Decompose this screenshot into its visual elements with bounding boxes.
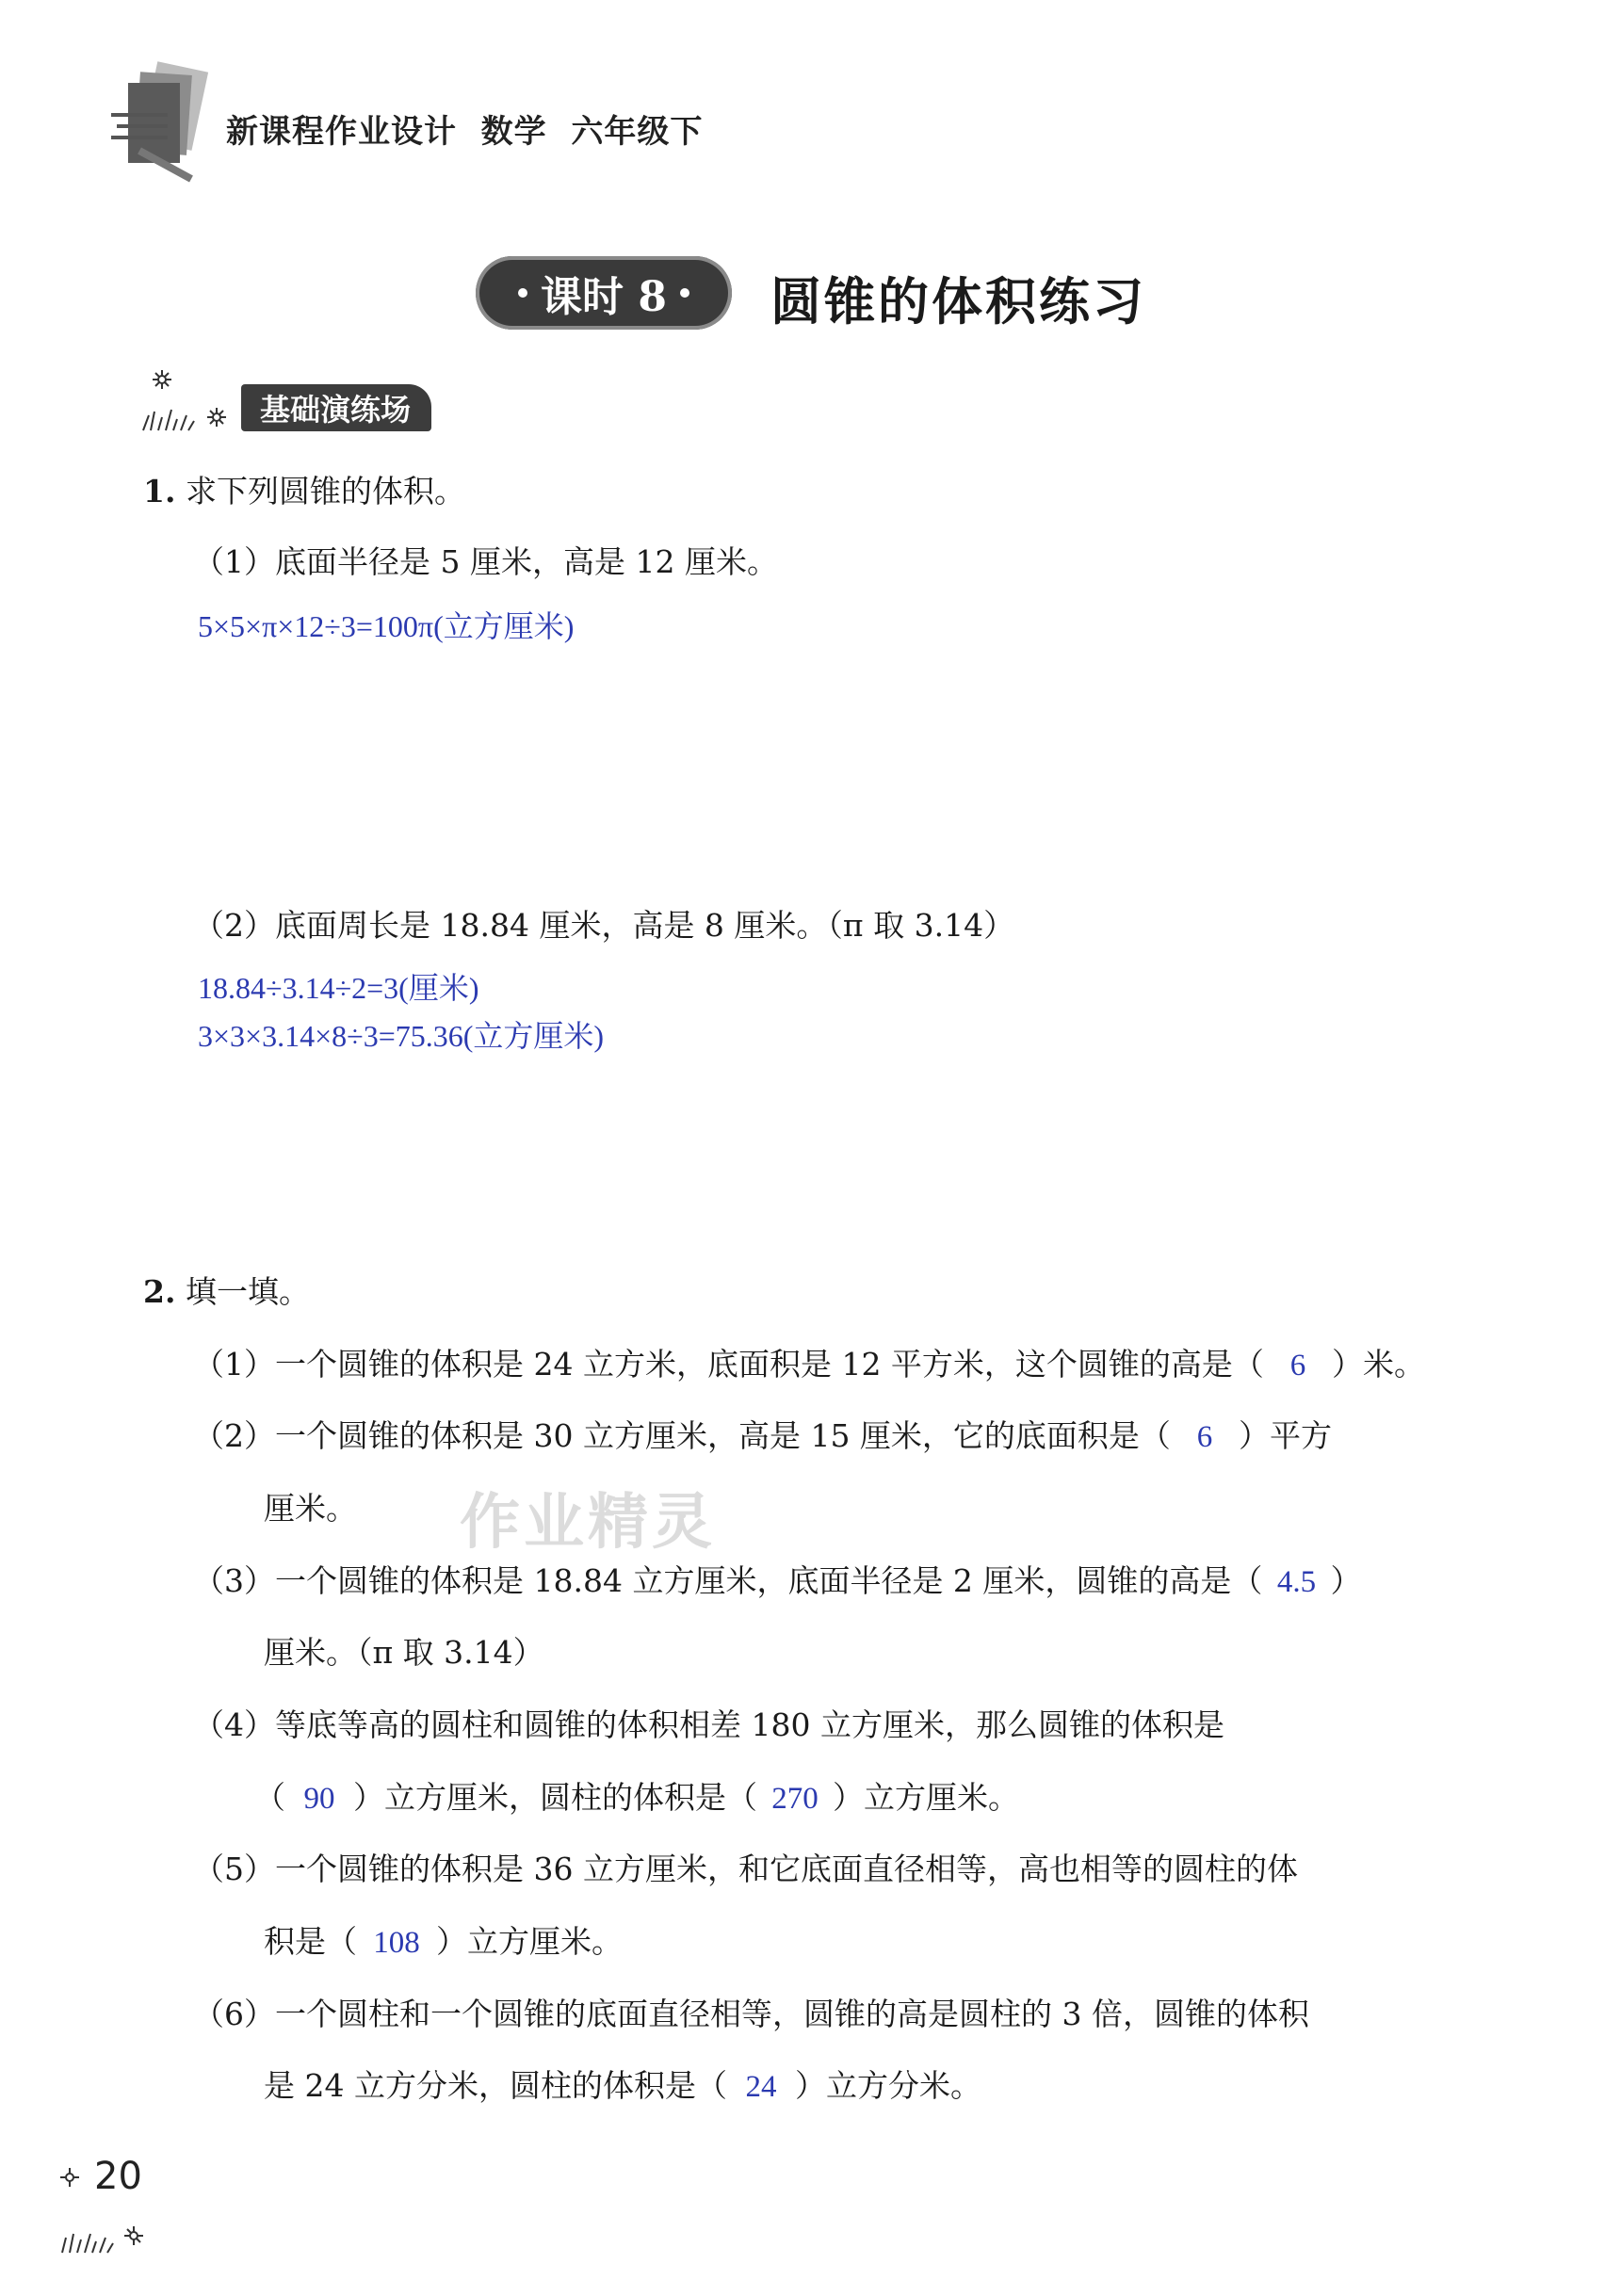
q2-s1-text-a: （1）一个圆锥的体积是 24 立方米，底面积是 12 平方米，这个圆锥的高是（ (193, 1346, 1264, 1382)
q2-number: 2. (143, 1273, 176, 1310)
q2-s2-line (193, 1417, 1332, 1454)
q2-s5-text-b: 积是（ (264, 1923, 357, 1960)
q2-s3-line (193, 1562, 1362, 1599)
badge-dot-left (518, 288, 527, 298)
q2-s4-blank-1: 90 (303, 1782, 335, 1816)
q2-s2-text-c: 厘米。 (264, 1490, 357, 1527)
q2-s5-blank: 108 (373, 1926, 420, 1960)
q2-s3-text-c: 厘米。（π 取 3.14） (264, 1634, 544, 1671)
watermark: 作业精灵 (460, 1488, 716, 1558)
q1-sub2-answer-1: 18.84÷3.14÷2=3(厘米) (198, 971, 479, 1005)
q1-line (143, 473, 465, 509)
q2-s4-text-a: （4）等底等高的圆柱和圆锥的体积相差 180 立方厘米，那么圆锥的体积是 (193, 1706, 1224, 1743)
q2-s5-text-c: ）立方厘米。 (436, 1923, 623, 1960)
q1-number: 1. (143, 473, 176, 509)
q2-s4-text-c: ）立方厘米，圆柱的体积是（ (353, 1779, 757, 1816)
q1-sub2-answer-2: 3×3×3.14×8÷3=75.36(立方厘米) (198, 1019, 605, 1053)
q1-text: 求下列圆锥的体积。 (185, 473, 465, 509)
q2-s6-blank: 24 (745, 2070, 777, 2104)
badge-dot-right (680, 288, 689, 298)
q2-s6-text-a: （6）一个圆柱和一个圆锥的底面直径相等，圆锥的高是圆柱的 3 倍，圆锥的体积 (193, 1996, 1309, 2032)
section-tag: 基础演练场 (241, 384, 431, 431)
q1-sub2-text: （2）底面周长是 18.84 厘米，高是 8 厘米。（π 取 3.14） (193, 907, 1015, 944)
q2-s5-text-a: （5）一个圆锥的体积是 36 立方厘米，和它底面直径相等，高也相等的圆柱的体 (193, 1851, 1298, 1887)
q2-s6-text-b: 是 24 立方分米，圆柱的体积是（ (264, 2067, 727, 2104)
q2-s4-line2 (254, 1779, 1019, 1816)
lesson-badge-label: 课时 8 (541, 273, 667, 321)
q2-s1-text-b: ）米。 (1331, 1346, 1425, 1382)
book-stack-icon (111, 57, 215, 188)
q2-s3-text-b: ） (1330, 1562, 1362, 1599)
q2-s4-text-b: （ (254, 1779, 285, 1816)
q2-s5-line2 (264, 1923, 623, 1960)
q2-s3-blank: 4.5 (1276, 1565, 1317, 1599)
q2-s6-text-c: ）立方分米。 (794, 2067, 981, 2104)
q2-s3-text-a: （3）一个圆锥的体积是 18.84 立方厘米，底面半径是 2 厘米，圆锥的高是（ (193, 1562, 1263, 1599)
q2-s1-line (193, 1346, 1425, 1382)
q2-line (143, 1273, 310, 1310)
q2-s2-text-a: （2）一个圆锥的体积是 30 立方厘米，高是 15 厘米，它的底面积是（ (193, 1417, 1171, 1454)
page-number: 20 (94, 2155, 142, 2198)
q2-s1-blank: 6 (1289, 1349, 1306, 1382)
lesson-badge (476, 256, 732, 330)
q1-sub1-answer: 5×5×π×12÷3=100π(立方厘米) (198, 609, 575, 643)
flower-grass-icon (141, 363, 235, 438)
q2-s2-blank: 6 (1196, 1420, 1213, 1454)
lesson-title: 圆锥的体积练习 (770, 271, 1146, 331)
q2-s4-text-d: ）立方厘米。 (833, 1779, 1019, 1816)
q2-s2-text-b: ）平方 (1238, 1417, 1332, 1454)
book-title: 新课程作业设计 数学 六年级下 (226, 113, 704, 151)
q2-text: 填一填。 (185, 1273, 310, 1310)
q1-sub1-text: （1）底面半径是 5 厘米，高是 12 厘米。 (193, 543, 778, 580)
q2-s6-line2 (264, 2067, 981, 2104)
q2-s4-blank-2: 270 (771, 1782, 819, 1816)
